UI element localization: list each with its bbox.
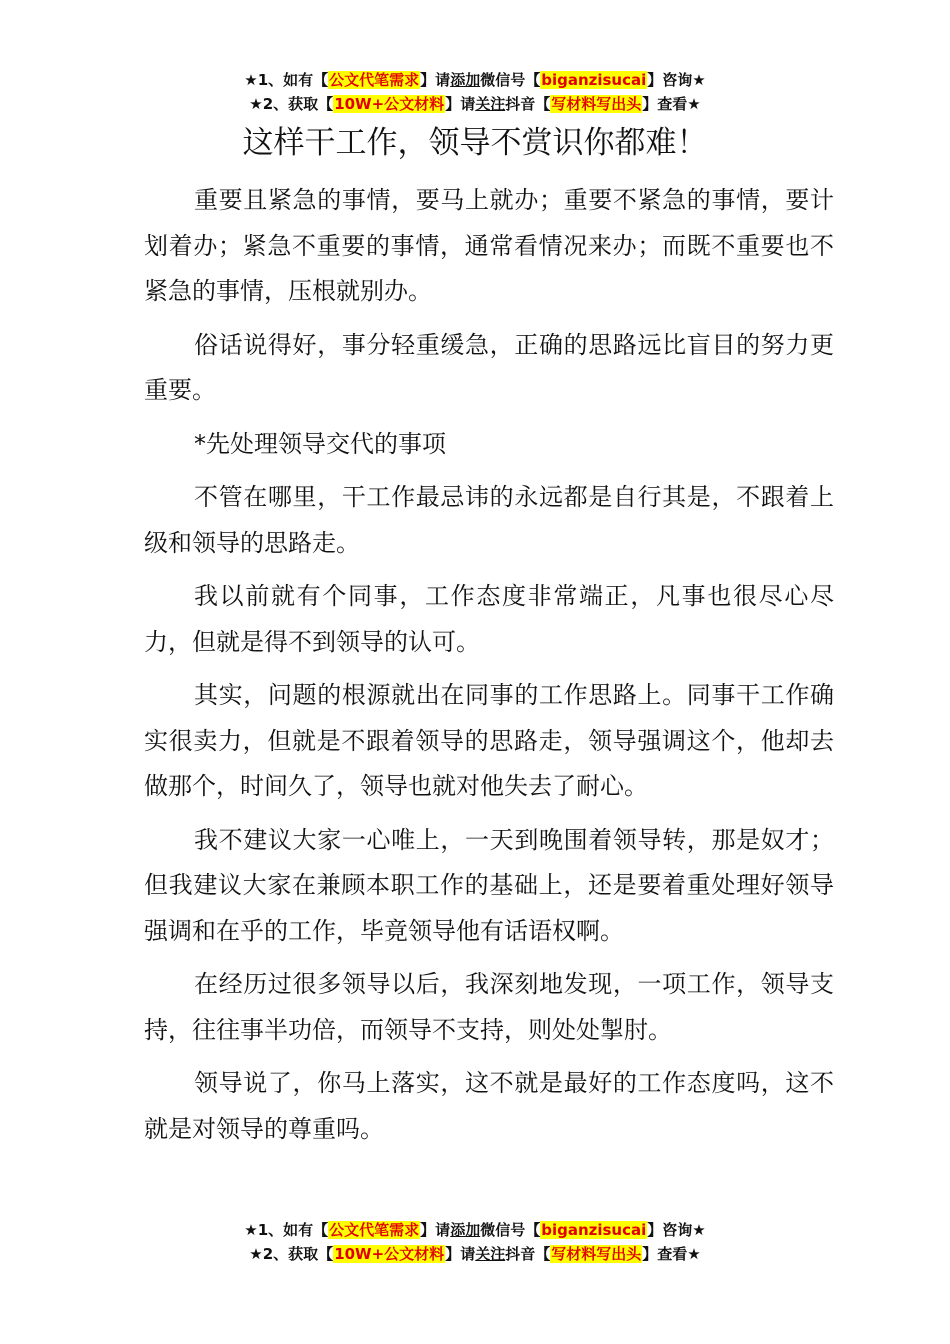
promo-line-1 <box>0 68 950 92</box>
promo-line-2 <box>0 92 950 116</box>
promo-underline: 添加 <box>450 1221 481 1239</box>
promo-text: ★2、获取【 <box>249 95 334 113</box>
promo-highlight: 公文代笔需求 <box>329 1221 420 1239</box>
promo-text: 】查看★ <box>642 1245 701 1263</box>
promo-text: ★1、如有【 <box>244 1221 329 1239</box>
promo-text: 】请 <box>420 71 451 89</box>
promo-text: 】查看★ <box>642 95 701 113</box>
promo-underline: 添加 <box>450 71 481 89</box>
section-heading: *先处理领导交代的事项 <box>194 429 446 458</box>
promo-text: 】请 <box>420 1221 451 1239</box>
promo-text: 】咨询★ <box>647 1221 706 1239</box>
promo-highlight: 写材料写出头 <box>551 95 642 113</box>
promo-underline: 关注 <box>475 1245 506 1263</box>
promo-text: 微信号【 <box>480 71 541 89</box>
promo-highlight: biganzisucai <box>541 71 647 89</box>
paragraph: 其实，问题的根源就出在同事的工作思路上。同事干工作确实很卖力，但就是不跟着领导的思路走，领导强调这个，他却去做那个，时间久了，领导也就对他失去了耐心。 <box>144 681 834 800</box>
promo-text: 】咨询★ <box>647 71 706 89</box>
promo-text: ★1、如有【 <box>244 71 329 89</box>
promo-text: 】请 <box>445 95 476 113</box>
article-title: 这样干工作，领导不赏识你都难！ <box>242 125 708 161</box>
promo-highlight: 10W+公文材料 <box>334 95 445 113</box>
promo-text: 抖音【 <box>505 95 551 113</box>
promo-line-2 <box>0 1242 950 1266</box>
promo-underline: 关注 <box>475 95 506 113</box>
promo-highlight: biganzisucai <box>541 1221 647 1239</box>
promo-line-1 <box>0 1218 950 1242</box>
promo-text: ★2、获取【 <box>249 1245 334 1263</box>
paragraph: 俗话说得好，事分轻重缓急，正确的思路远比盲目的努力更重要。 <box>144 330 834 404</box>
footer-promo <box>0 1218 950 1266</box>
promo-text: 】请 <box>445 1245 476 1263</box>
paragraph: 在经历过很多领导以后，我深刻地发现，一项工作，领导支持，往往事半功倍，而领导不支持，则处处掣肘。 <box>144 970 834 1044</box>
paragraph: 重要且紧急的事情，要马上就办；重要不紧急的事情，要计划着办；紧急不重要的事情，通常看情况来办；而既不重要也不紧急的事情，压根就别办。 <box>144 186 834 305</box>
paragraph: 领导说了，你马上落实，这不就是最好的工作态度吗，这不就是对领导的尊重吗。 <box>144 1069 834 1143</box>
header-promo <box>0 68 950 116</box>
promo-text: 抖音【 <box>505 1245 551 1263</box>
paragraph: 我以前就有个同事，工作态度非常端正，凡事也很尽心尽力，但就是得不到领导的认可。 <box>144 582 834 656</box>
article-body <box>144 178 834 1160</box>
promo-highlight: 写材料写出头 <box>551 1245 642 1263</box>
promo-highlight: 公文代笔需求 <box>329 71 420 89</box>
promo-text: 微信号【 <box>480 1221 541 1239</box>
paragraph: 我不建议大家一心唯上，一天到晚围着领导转，那是奴才；但我建议大家在兼顾本职工作的基础上，还是要着重处理好领导强调和在乎的工作，毕竟领导他有话语权啊。 <box>144 825 834 945</box>
paragraph: 不管在哪里，干工作最忌讳的永远都是自行其是，不跟着上级和领导的思路走。 <box>144 483 834 557</box>
promo-highlight: 10W+公文材料 <box>334 1245 445 1263</box>
